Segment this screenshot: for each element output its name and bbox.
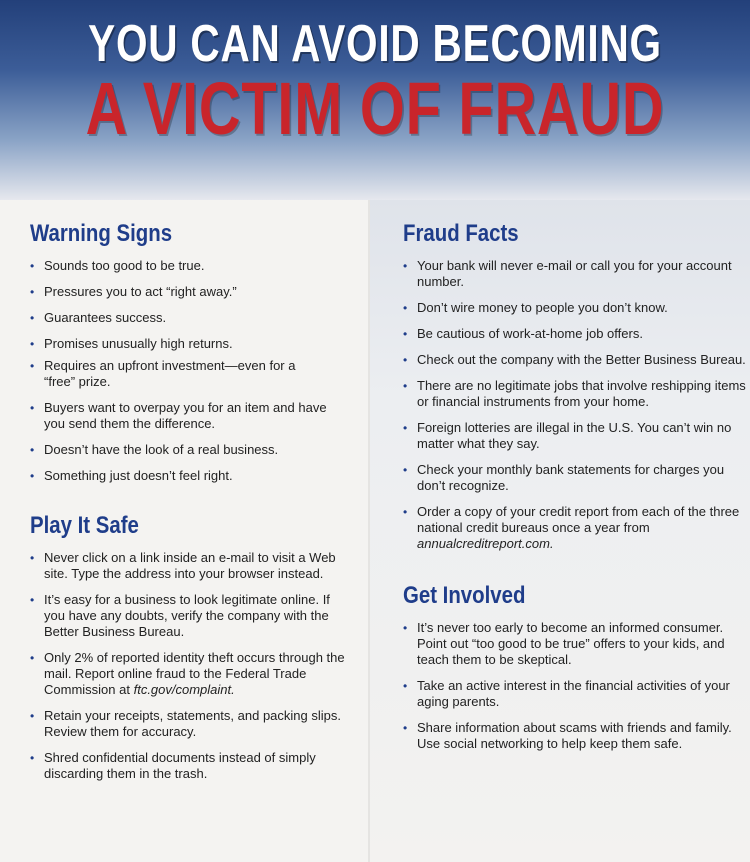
list-item: • Something just doesn’t feel right. [30, 468, 350, 484]
list-item: • There are no legitimate jobs that involve reshipping items or financial instruments from your home. [403, 378, 748, 410]
list-item: • Check out the company with the Better Business Bureau. [403, 352, 748, 368]
credit-report-text: Order a copy of your credit report from each of the three national credit bureaus once a year from [417, 504, 740, 535]
list-item: • Doesn’t have the look of a real business. [30, 442, 350, 458]
list-item: • Be cautious of work-at-home job offers. [403, 326, 748, 342]
list-item: • Buyers want to overpay you for an item and have you send them the difference. [30, 400, 350, 432]
warning-signs-title: Warning Signs [30, 220, 173, 247]
list-item: • Check your monthly bank statements for charges you don’t recognize. [403, 462, 748, 494]
list-item: • Sounds too good to be true. [30, 258, 350, 274]
list-item: • Never click on a link inside an e-mail to visit a Web site. Type the address into your browser instead. [30, 550, 350, 582]
list-item: • It’s easy for a business to look legitimate online. If you have any doubts, verify the company with the Better Business Bureau. [30, 592, 350, 640]
list-item: • Share information about scams with friends and family. Use social networking to help keep them safe. [403, 720, 748, 752]
fraud-facts-title: Fraud Facts [403, 220, 519, 247]
list-item: • Don’t wire money to people you don’t know. [403, 300, 748, 316]
list-item: • Foreign lotteries are illegal in the U.S. You can’t win no matter what they say. [403, 420, 748, 452]
list-item [30, 650, 350, 698]
play-it-safe-list [30, 550, 350, 782]
ftc-link[interactable]: ftc.gov/complaint. [133, 682, 235, 697]
right-column [403, 220, 748, 762]
play-it-safe-title: Play It Safe [30, 512, 139, 539]
fraud-facts-list [403, 258, 748, 552]
list-item: • Retain your receipts, statements, and packing slips. Review them for accuracy. [30, 708, 350, 740]
left-column [30, 220, 350, 792]
list-item: • Take an active interest in the financial activities of your aging parents. [403, 678, 748, 710]
list-item: • It’s never too early to become an informed consumer. Point out “too good to be true” offers to your kids, and teach them to be skeptical. [403, 620, 748, 668]
list-item: • Promises unusually high returns. [30, 336, 350, 352]
list-item [403, 504, 748, 552]
list-item: • Guarantees success. [30, 310, 350, 326]
get-involved-title: Get Involved [403, 582, 526, 609]
list-item: • Shred confidential documents instead of simply discarding them in the trash. [30, 750, 350, 782]
annual-credit-report-link[interactable]: annualcreditreport.com. [417, 536, 554, 551]
list-item: • Your bank will never e-mail or call you for your account number. [403, 258, 748, 290]
ftc-report-text: Only 2% of reported identity theft occurs through the mail. Report online fraud to the Federal Trade Commission at [44, 650, 345, 697]
list-item: • Pressures you to act “right away.” [30, 284, 350, 300]
fold-divider [368, 200, 370, 862]
warning-signs-list [30, 258, 350, 484]
headline-line-1: YOU CAN AVOID BECOMING [88, 15, 662, 73]
list-item: • Requires an upfront investment—even for a “free” prize. [30, 358, 350, 390]
headline-line-2: A VICTIM OF FRAUD [85, 67, 665, 150]
get-involved-list [403, 620, 748, 752]
